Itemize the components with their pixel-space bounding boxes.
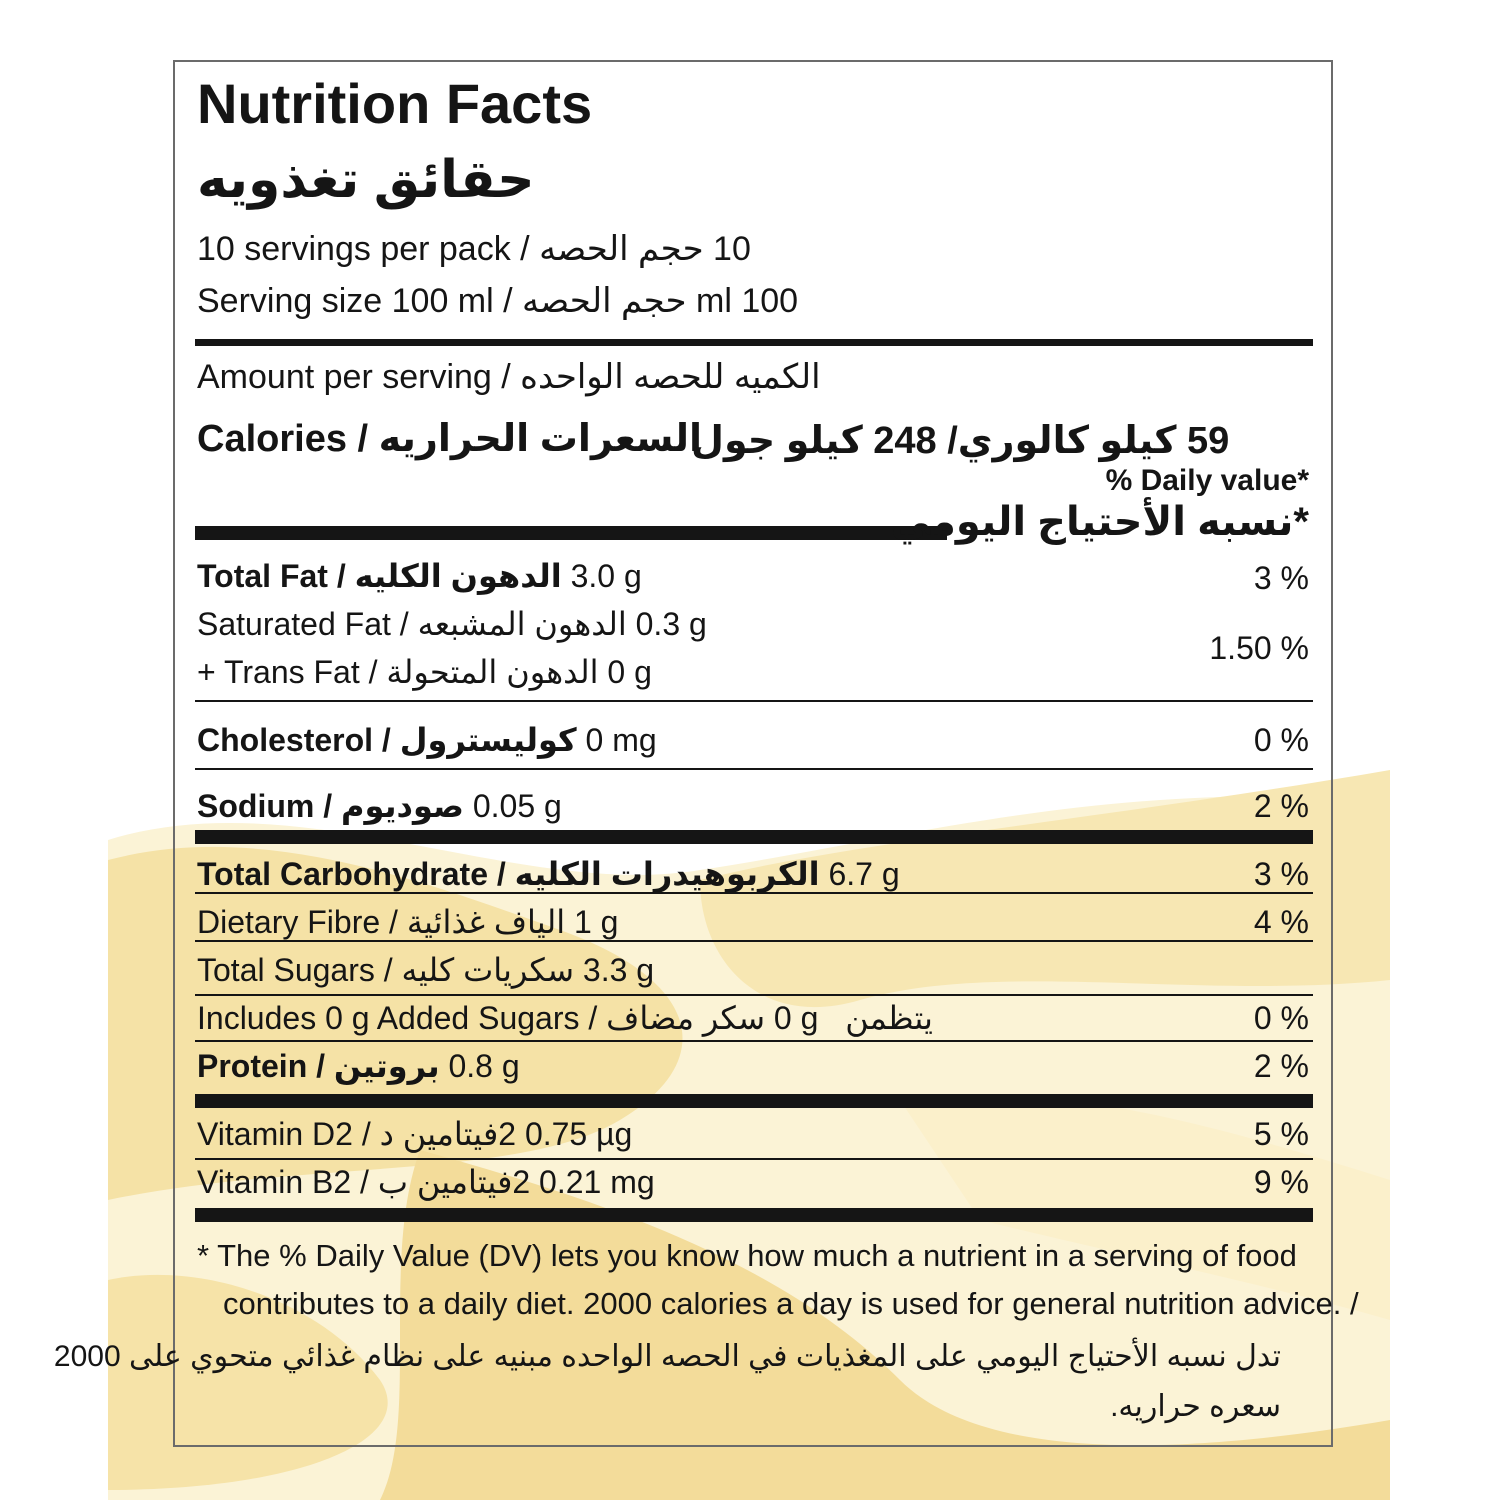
trans-fat-row: + Trans Fat / الدهون المتحولة 0 g — [197, 654, 652, 690]
protein-row: Protein / بروتين 0.8 g — [197, 1048, 520, 1084]
divider — [195, 892, 1313, 894]
added-sugars-dv: 0 % — [1253, 1000, 1309, 1036]
saturated-fat-row: Saturated Fat / الدهون المشبعه 0.3 g — [197, 606, 707, 642]
cholesterol-dv: 0 % — [1253, 722, 1309, 758]
dietary-fibre-row: Dietary Fibre / الياف غذائية 1 g — [197, 904, 619, 940]
thick-divider — [195, 1208, 1313, 1222]
divider — [195, 994, 1313, 996]
added-sugars-row: Includes 0 g Added Sugars / سكر مضاف 0 g يتظمن — [197, 1000, 933, 1036]
footnote-line-4-arabic: سعره حراريه. — [1110, 1390, 1281, 1423]
calories-value: 59 كيلو كالوري/ 248 كيلو جول — [691, 420, 1230, 462]
footnote-line-2: contributes to a daily diet. 2000 calories a day is used for general nutrition advice. / — [223, 1286, 1359, 1321]
thick-divider — [195, 526, 947, 540]
protein-dv: 2 % — [1253, 1048, 1309, 1084]
divider — [195, 700, 1313, 702]
total-carbohydrate-dv: 3 % — [1253, 856, 1309, 892]
footnote-line-3-arabic: تدل نسبه الأحتياج اليومي على المغذيات في الحصه الواحده مبنيه على نظام غذائي متحوي على 2000 — [53, 1340, 1281, 1373]
sodium-dv: 2 % — [1253, 788, 1309, 824]
thick-divider — [195, 830, 1313, 844]
serving-size: Serving size 100 ml / ml 100 حجم الحصه — [197, 282, 799, 320]
servings-per-pack: 10 servings per pack / 10 حجم الحصه — [197, 230, 751, 268]
sodium-row: Sodium / صوديوم 0.05 g — [197, 788, 562, 824]
vitamin-b2-row: Vitamin B2 / 2فيتامين ب 0.21 mg — [197, 1164, 655, 1200]
nutrition-label — [53, 60, 1359, 1447]
divider — [195, 768, 1313, 770]
vitamin-b2-dv: 9 % — [1253, 1164, 1309, 1200]
dietary-fibre-dv: 4 % — [1253, 904, 1309, 940]
amount-per-serving: Amount per serving / الكميه للحصه الواحده — [197, 358, 821, 396]
thick-divider — [195, 339, 1313, 346]
footnote-line-1: * The % Daily Value (DV) lets you know how much a nutrient in a serving of food — [197, 1238, 1297, 1273]
divider — [195, 1158, 1313, 1160]
divider — [195, 1040, 1313, 1042]
divider — [195, 940, 1313, 942]
total-fat-row: Total Fat / الدهون الكليه 3.0 g — [197, 558, 642, 594]
daily-value-header: % Daily value* — [1105, 464, 1309, 497]
total-sugars-row: Total Sugars / سكريات كليه 3.3 g — [197, 952, 655, 988]
cholesterol-row: Cholesterol / كوليسترول 0 mg — [197, 722, 657, 758]
daily-value-header-arabic: *نسبه الأحتياج اليومي — [890, 500, 1309, 544]
vitamin-d2-dv: 5 % — [1253, 1116, 1309, 1152]
title: Nutrition Facts — [197, 72, 593, 135]
title-arabic: حقائق تغذويه — [197, 151, 535, 209]
vitamin-d2-row: Vitamin D2 / 2فيتامين د 0.75 µg — [197, 1116, 633, 1152]
total-fat-dv: 3 % — [1253, 560, 1309, 596]
saturated-fat-dv: 1.50 % — [1209, 630, 1309, 666]
total-carbohydrate-row: Total Carbohydrate / الكربوهيدرات الكليه 6.7 g — [197, 856, 900, 892]
thick-divider — [195, 1094, 1313, 1108]
calories-label: Calories / السعرات الحراريه — [197, 418, 702, 460]
